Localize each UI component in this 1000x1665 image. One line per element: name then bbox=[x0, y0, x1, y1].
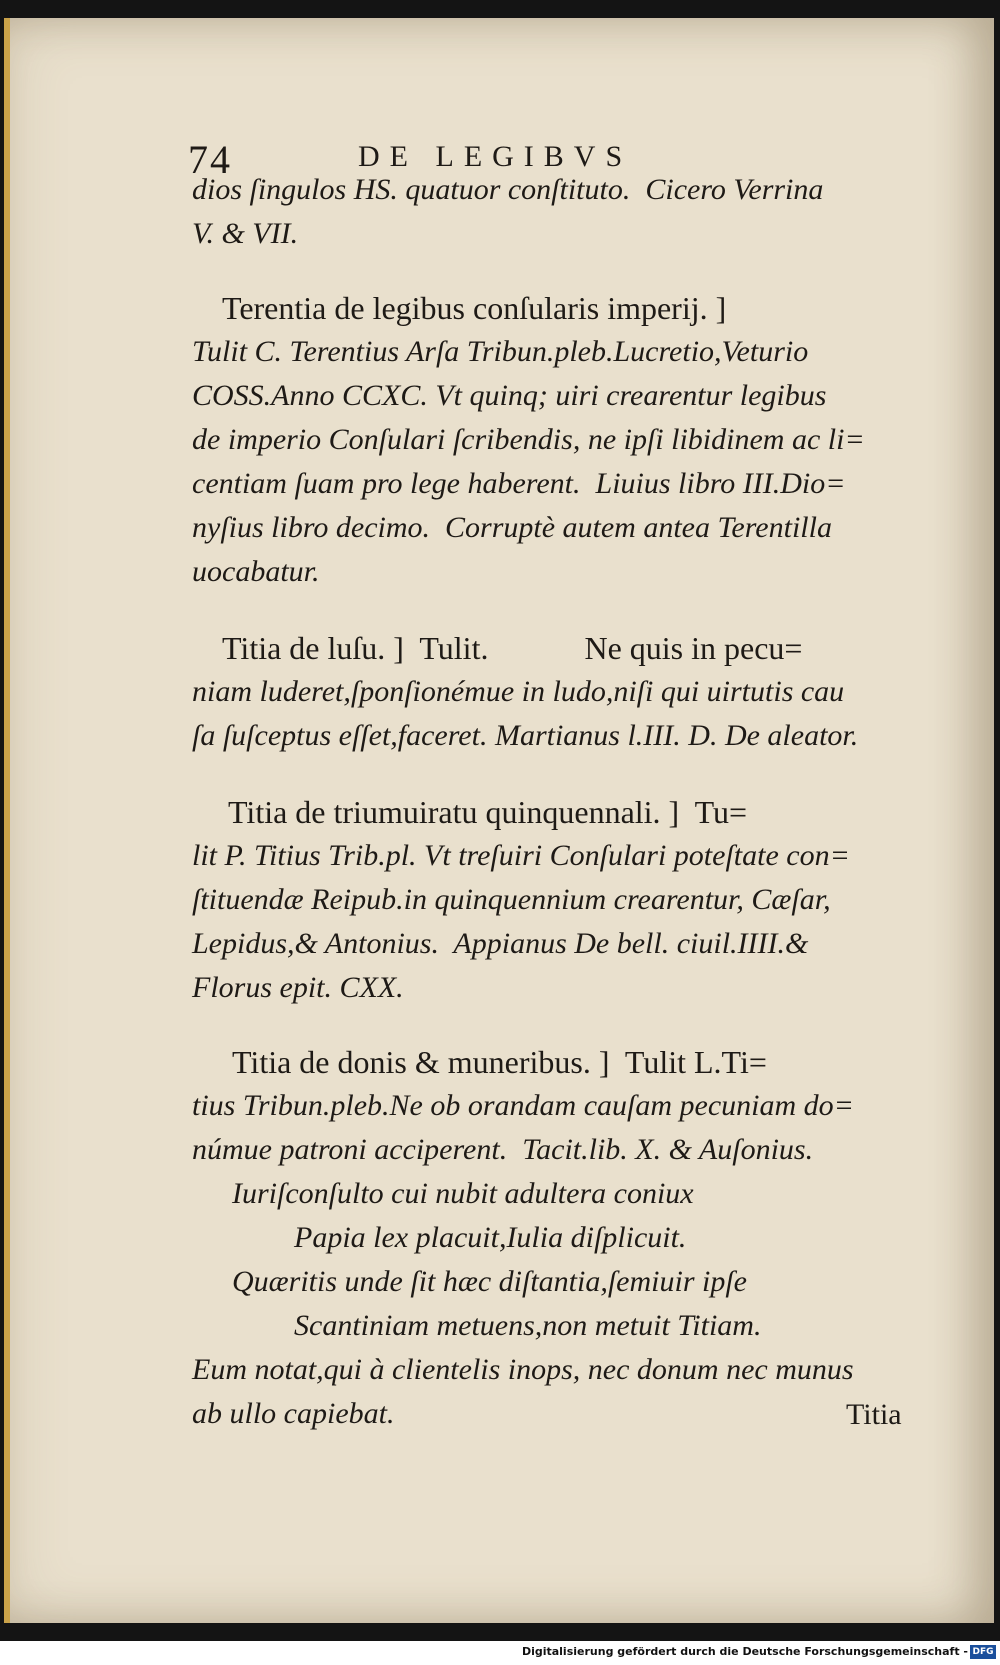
text-line: dios ſingulos HS. quatuor conſtituto. Cicero Verrina bbox=[192, 173, 824, 206]
text-line: ab ullo capiebat. bbox=[192, 1397, 395, 1430]
dfg-logo: DFG bbox=[970, 1645, 996, 1659]
running-title: DE LEGIBVS bbox=[358, 140, 633, 173]
entry-heading-titia-triumuiratu: Titia de triumuiratu quinquennali. ] Tu= bbox=[228, 794, 748, 830]
text-line: ſtituendæ Reipub.in quinquennium crearentur, Cæſar, bbox=[192, 883, 831, 916]
text-line: Tulit C. Terentius Arſa Tribun.pleb.Lucretio,Veturio bbox=[192, 335, 809, 368]
verse-line: Scantiniam metuens,non metuit Titiam. bbox=[294, 1309, 762, 1342]
catchword: Titia bbox=[846, 1398, 902, 1431]
digitization-credit: Digitalisierung gefördert durch die Deutsche Forschungsgemeinschaft - bbox=[521, 1645, 968, 1658]
text-line: númue patroni acciperent. Tacit.lib. X. & Auſonius. bbox=[192, 1133, 814, 1166]
text-line: Lepidus,& Antonius. Appianus De bell. ciuil.IIII.& bbox=[192, 927, 809, 960]
text-line: nyſius libro decimo. Corruptè autem antea Terentilla bbox=[192, 511, 832, 544]
text-line: uocabatur. bbox=[192, 555, 320, 588]
verse-line: Quæritis unde ſit hæc diſtantia,ſemiuir ipſe bbox=[232, 1265, 747, 1298]
text-line: COSS.Anno CCXC. Vt quinq; uiri crearentur legibus bbox=[192, 379, 827, 412]
page-number: 74 bbox=[188, 137, 232, 182]
footer-bar bbox=[0, 1641, 1000, 1665]
book-page bbox=[4, 18, 994, 1623]
text-line: lit P. Titius Trib.pl. Vt treſuiri Conſulari poteſtate con= bbox=[192, 839, 850, 872]
entry-heading-titia-donis: Titia de donis & muneribus. ] Tulit L.Ti= bbox=[232, 1044, 767, 1080]
text-line: centiam ſuam pro lege haberent. Liuius libro III.Dio= bbox=[192, 467, 846, 500]
entry-heading-terentia: Terentia de legibus conſularis imperij. ] bbox=[222, 290, 727, 326]
text-line: ſa ſuſceptus eſſet,faceret. Martianus l.III. D. De aleator. bbox=[192, 719, 859, 752]
text-line: de imperio Conſulari ſcribendis, ne ipſi libidinem ac li= bbox=[192, 423, 865, 456]
verse-line: Papia lex placuit,Iulia diſplicuit. bbox=[294, 1221, 687, 1254]
text-line: V. & VII. bbox=[192, 217, 299, 250]
entry-heading-titia-lusu: Titia de luſu. ] Tulit. Ne quis in pecu= bbox=[222, 630, 803, 666]
text-line: tius Tribun.pleb.Ne ob orandam cauſam pecuniam do= bbox=[192, 1089, 854, 1122]
text-line: Eum notat,qui à clientelis inops, nec donum nec munus bbox=[192, 1353, 854, 1386]
verse-line: Iuriſconſulto cui nubit adultera coniux bbox=[232, 1177, 694, 1210]
text-line: niam luderet,ſponſionémue in ludo,niſi qui uirtutis cau bbox=[192, 675, 845, 708]
text-line: Florus epit. CXX. bbox=[192, 971, 404, 1004]
